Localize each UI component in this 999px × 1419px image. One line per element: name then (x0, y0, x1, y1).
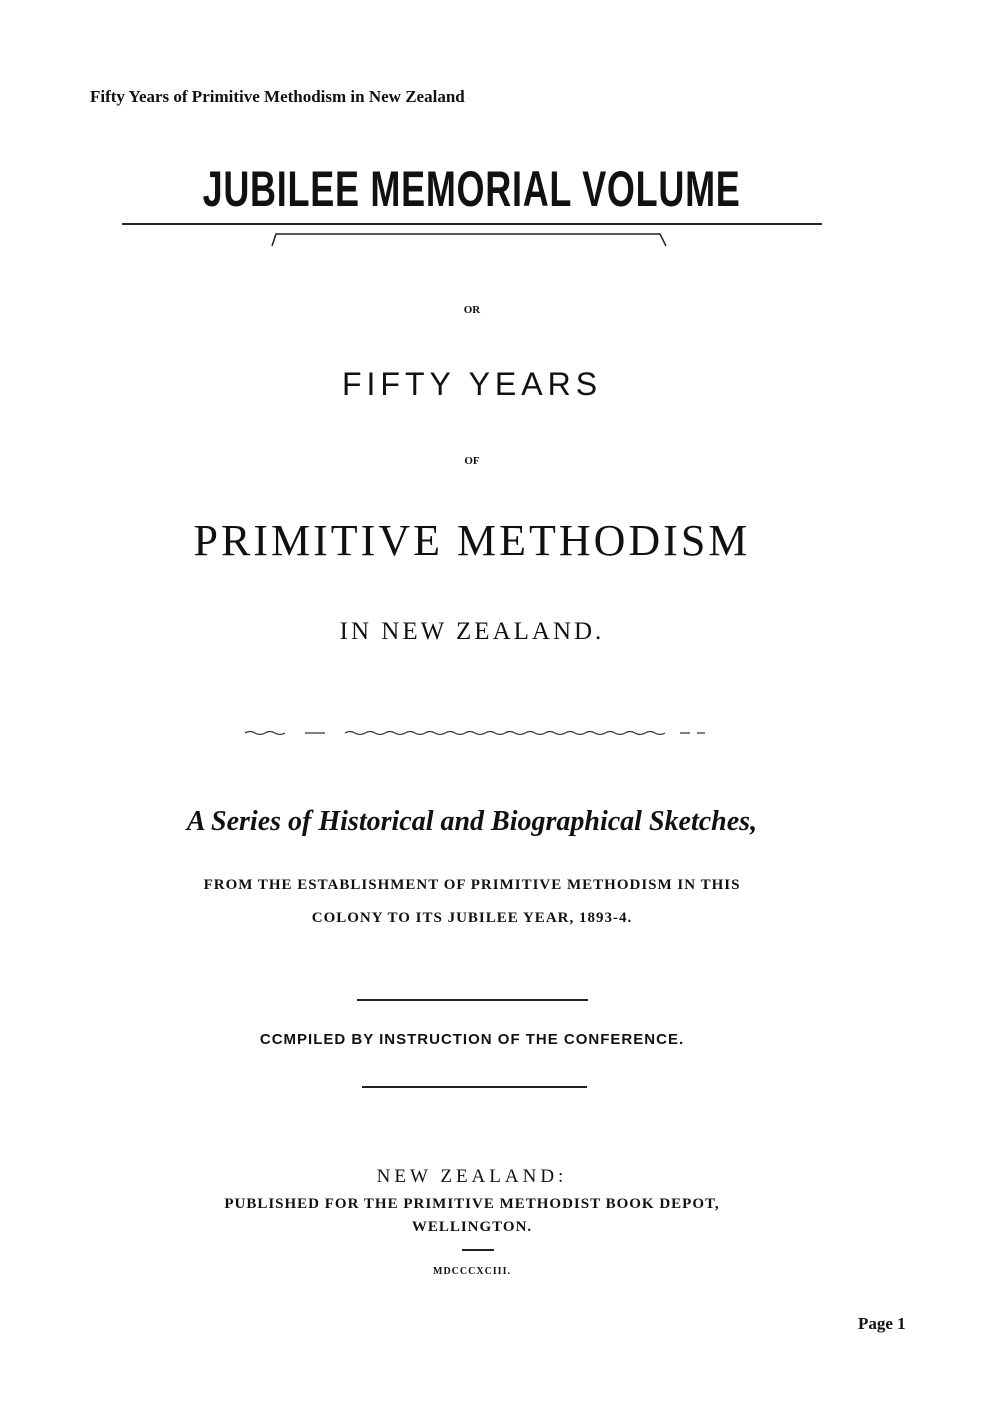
divider-rule (362, 1086, 587, 1088)
from-line-2: COLONY TO ITS JUBILEE YEAR, 1893-4. (311, 910, 633, 926)
running-header: Fifty Years of Primitive Methodism in New Zealand (90, 87, 465, 106)
year-roman: MDCCCXCIII. (433, 1266, 511, 1277)
series-subtitle: A Series of Historical and Biographical Sketches, (186, 806, 758, 837)
or-text: OR (463, 304, 481, 316)
main-title: JUBILEE MEMORIAL VOLUME (203, 161, 741, 217)
ornamental-divider (245, 729, 705, 737)
in-new-zealand-heading: IN NEW ZEALAND. (339, 618, 605, 645)
of-text: OF (464, 455, 480, 467)
place-heading: NEW ZEALAND: (376, 1166, 568, 1187)
divider-rule (357, 999, 588, 1001)
page-number: Page 1 (858, 1314, 906, 1333)
publisher-line-2: WELLINGTON. (411, 1219, 533, 1235)
title-bracket (268, 228, 670, 248)
fifty-years-heading: FIFTY YEARS (341, 366, 603, 402)
small-rule (462, 1249, 494, 1251)
primitive-methodism-heading: PRIMITIVE METHODISM (193, 516, 751, 565)
compiled-by-text: CCMPILED BY INSTRUCTION OF THE CONFERENCE. (259, 1031, 685, 1048)
title-rule (122, 223, 822, 225)
publisher-line-1: PUBLISHED FOR THE PRIMITIVE METHODIST BOOK DEPOT, (224, 1196, 720, 1212)
from-line-1: FROM THE ESTABLISHMENT OF PRIMITIVE METHODISM IN THIS (203, 877, 741, 893)
